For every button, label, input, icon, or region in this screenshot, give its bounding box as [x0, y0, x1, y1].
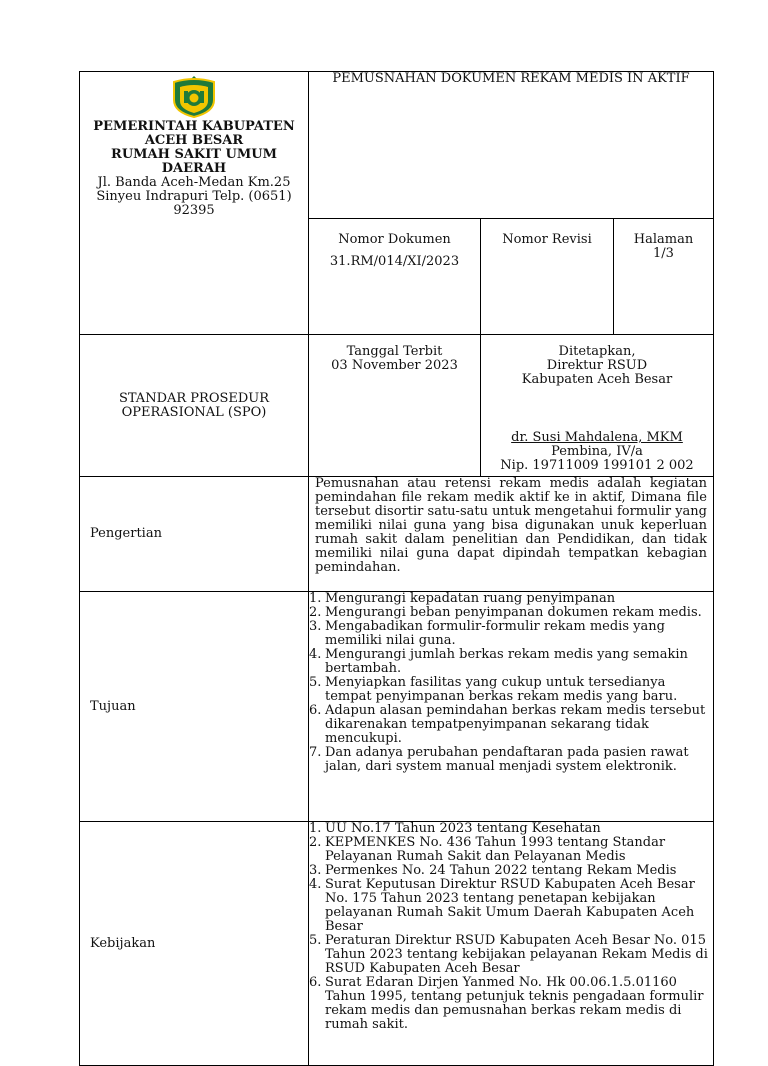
list-item: 2. KEPMENKES No. 436 Tahun 1993 tentang Standar Pelayanan Rumah Sakit dan Pelayanan Medis: [309, 835, 666, 864]
tanggal-terbit-label: Tanggal Terbit: [346, 344, 443, 359]
tanggal-terbit-cell: [309, 335, 481, 477]
document-title: PEMUSNAHAN DOKUMEN REKAM MEDIS IN AKTIF: [309, 72, 714, 219]
list-item: 3. Permenkes No. 24 Tahun 2022 tentang Rekam Medis: [309, 863, 677, 878]
list-item: 5. Menyiapkan fasilitas yang cukup untuk tersedianya tempat penyimpanan berkas rekam medis yang baru.: [309, 675, 678, 704]
halaman-label: Halaman: [633, 232, 694, 247]
spo-document: [79, 71, 713, 1066]
signer-rank: Pembina, IV/a: [551, 444, 643, 459]
spo-title-cell: [80, 335, 309, 477]
address-line-1: Jl. Banda Aceh-Medan Km.25: [97, 175, 291, 190]
pengertian-content-cell: [309, 477, 714, 592]
list-item: 2. Mengurangi beban penyimpanan dokumen rekam medis.: [309, 605, 702, 620]
tujuan-content-cell: [309, 592, 714, 822]
tujuan-label: Tujuan: [90, 698, 136, 714]
emblem-icon: [168, 74, 220, 118]
org-line-3: RUMAH SAKIT UMUM: [111, 147, 277, 162]
org-line-2: ACEH BESAR: [144, 133, 244, 148]
ditetapkan-cell: [481, 335, 714, 477]
ditetapkan-line-1: Ditetapkan,: [558, 344, 636, 359]
list-item: 7. Dan adanya perubahan pendaftaran pada pasien rawat jalan, dari system manual menjadi system elektronik.: [309, 745, 689, 774]
org-line-1: PEMERINTAH KABUPATEN: [93, 119, 295, 134]
nomor-dokumen-value: 31.RM/014/XI/2023: [329, 254, 460, 269]
list-item: 1. Mengurangi kepadatan ruang penyimpanan: [309, 591, 616, 606]
institution-cell: [80, 72, 309, 335]
aceh-besar-logo: [80, 72, 308, 118]
list-item: 3. Mengabadikan formulir-formulir rekam medis yang memiliki nilai guna.: [309, 619, 665, 648]
list-item: 5. Peraturan Direktur RSUD Kabupaten Aceh Besar No. 015 Tahun 2023 tentang kebijakan pelayanan Rekam Medis di RSUD Kabupaten Aceh Besar: [309, 933, 708, 976]
nomor-revisi-cell: [481, 219, 614, 335]
tujuan-label-cell: [80, 592, 309, 822]
kebijakan-content-cell: [309, 822, 714, 1066]
nomor-revisi-label: Nomor Revisi: [502, 232, 592, 247]
halaman-value: 1/3: [653, 246, 674, 261]
list-item: 6. Adapun alasan pemindahan berkas rekam medis tersebut dikarenakan tempatpenyimpanan sekarang tidak mencukupi.: [309, 703, 706, 746]
list-item: 1. UU No.17 Tahun 2023 tentang Kesehatan: [309, 821, 601, 836]
pengertian-text: Pemusnahan atau retensi rekam medis adalah kegiatan pemindahan file rekam medik aktif ke in aktif, Dimana file tersebut disortir satu-satu untuk mengetahui formulir yang memiliki nilai guna yang bisa digunakan unuk keperluan rumah sakit dalam penelitian dan Pendidikan, dan tidak memiliki nilai guna dapat dipindah tempatkan kebagian pemindahan.: [315, 476, 707, 575]
spo-table: [79, 71, 714, 1066]
signer-nip: Nip. 19711009 199101 2 002: [500, 458, 694, 473]
spo-title-line-1: STANDAR PROSEDUR: [118, 390, 270, 406]
pengertian-label: Pengertian: [90, 526, 162, 541]
list-item: 4. Surat Keputusan Direktur RSUD Kabupaten Aceh Besar No. 175 Tahun 2023 tentang penetapan kebijakan pelayanan Rumah Sakit Umum Daerah Kabupaten Aceh Besar: [309, 877, 695, 934]
list-item: 6. Surat Edaran Dirjen Yanmed No. Hk 00.06.1.5.01160 Tahun 1995, tentang petunjuk teknis pengadaan formulir rekam medis dan pemusnahan berkas rekam medis di rumah sakit.: [309, 975, 704, 1032]
signer-name: dr. Susi Mahdalena, MKM: [511, 430, 683, 445]
halaman-cell: [614, 219, 714, 335]
spo-title-line-2: OPERASIONAL (SPO): [121, 404, 267, 420]
kebijakan-list: [309, 822, 713, 1032]
ditetapkan-line-2: Direktur RSUD: [546, 358, 648, 373]
list-item: 4. Mengurangi jumlah berkas rekam medis yang semakin bertambah.: [309, 647, 688, 676]
tujuan-list: [309, 592, 713, 774]
nomor-dokumen-label: Nomor Dokumen: [338, 232, 451, 247]
nomor-dokumen-cell: [309, 219, 481, 335]
address-line-2: Sinyeu Indrapuri Telp. (0651): [96, 189, 292, 204]
ditetapkan-line-3: Kabupaten Aceh Besar: [521, 372, 673, 387]
pengertian-label-cell: [80, 477, 309, 592]
kebijakan-label: Kebijakan: [90, 935, 156, 951]
kebijakan-label-cell: [80, 822, 309, 1066]
tanggal-terbit-value: 03 November 2023: [331, 358, 458, 373]
org-line-4: DAERAH: [161, 161, 227, 176]
address-line-3: 92395: [173, 203, 215, 218]
